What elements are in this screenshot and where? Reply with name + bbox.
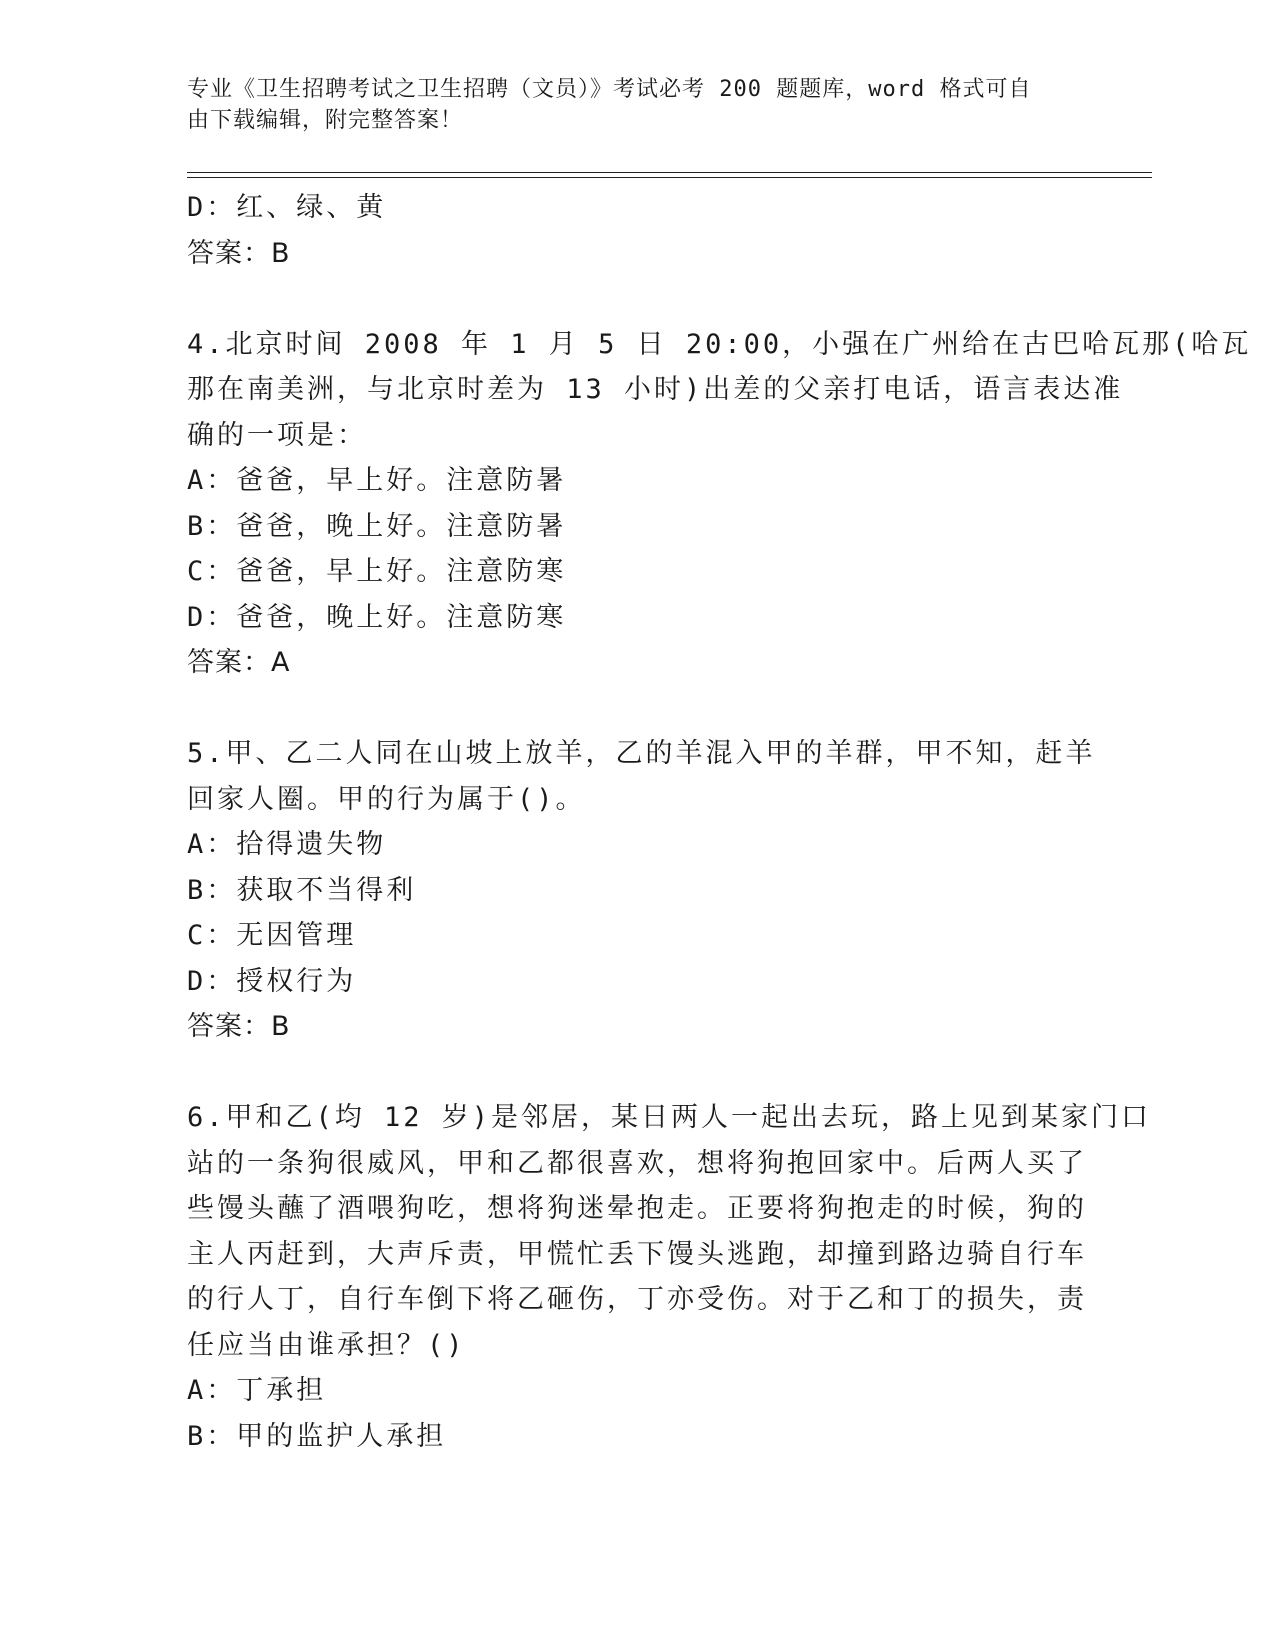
header-rule-top — [187, 172, 1152, 173]
q3-answer: 答案：B — [187, 237, 291, 269]
question-4 — [187, 322, 1252, 686]
document-body — [187, 185, 1252, 1459]
q4-option-c: C：爸爸，早上好。注意防寒 — [187, 556, 567, 587]
q4-stem-line: 4.北京时间 2008 年 1 月 5 日 20:00，小强在广州给在古巴哈瓦那(哈瓦 — [187, 328, 1252, 360]
q5-option-b: B：获取不当得利 — [187, 874, 417, 906]
q5-option-a: A：拾得遗失物 — [187, 829, 387, 860]
q6-stem-line: 主人丙赶到，大声斥责，甲慌忙丢下馒头逃跑，却撞到路边骑自行车 — [187, 1238, 1087, 1270]
q6-stem-line: 些馒头蘸了酒喂狗吃，想将狗迷晕抱走。正要将狗抱走的时候，狗的 — [187, 1193, 1087, 1224]
q5-stem-line: 5.甲、乙二人同在山坡上放羊，乙的羊混入甲的羊群，甲不知，赶羊 — [187, 738, 1096, 769]
question-5 — [187, 731, 1096, 1050]
q4-option-b: B：爸爸，晚上好。注意防暑 — [187, 510, 567, 542]
q3-option-d: D：红、绿、黄 — [187, 192, 387, 223]
header-rule-bottom — [187, 177, 1152, 178]
q4-option-d: D：爸爸，晚上好。注意防寒 — [187, 601, 567, 633]
q6-stem-line: 6.甲和乙(均 12 岁)是邻居，某日两人一起出去玩，路上见到某家门口 — [187, 1102, 1152, 1133]
q6-stem-line: 的行人丁，自行车倒下将乙砸伤，丁亦受伤。对于乙和丁的损失，责 — [187, 1284, 1087, 1315]
q4-answer: 答案：A — [187, 647, 291, 678]
q4-stem-line: 那在南美洲，与北京时差为 13 小时)出差的父亲打电话，语言表达准 — [187, 374, 1124, 405]
q5-answer: 答案：B — [187, 1011, 291, 1042]
q5-option-d: D：授权行为 — [187, 965, 357, 997]
q6-option-a: A：丁承担 — [187, 1375, 327, 1406]
spacer — [187, 686, 1087, 732]
q4-option-a: A：爸爸，早上好。注意防暑 — [187, 465, 567, 496]
q4-stem-line: 确的一项是： — [187, 419, 367, 451]
header-line-1: 专业《卫生招聘考试之卫生招聘（文员）》考试必考 200 题题库，word 格式可自 — [187, 77, 1032, 102]
header-line-2: 由下载编辑，附完整答案！ — [187, 108, 464, 133]
spacer — [187, 276, 1087, 322]
q5-stem-line: 回家人圈。甲的行为属于()。 — [187, 783, 586, 815]
question-6 — [187, 1095, 1152, 1459]
q6-stem-line: 站的一条狗很威风，甲和乙都很喜欢，想将狗抱回家中。后两人买了 — [187, 1147, 1087, 1179]
q6-stem-line: 任应当由谁承担？() — [187, 1329, 466, 1361]
spacer — [187, 1050, 1087, 1096]
q6-option-b: B：甲的监护人承担 — [187, 1420, 447, 1452]
q5-option-c: C：无因管理 — [187, 920, 357, 951]
document-header — [187, 74, 1067, 136]
